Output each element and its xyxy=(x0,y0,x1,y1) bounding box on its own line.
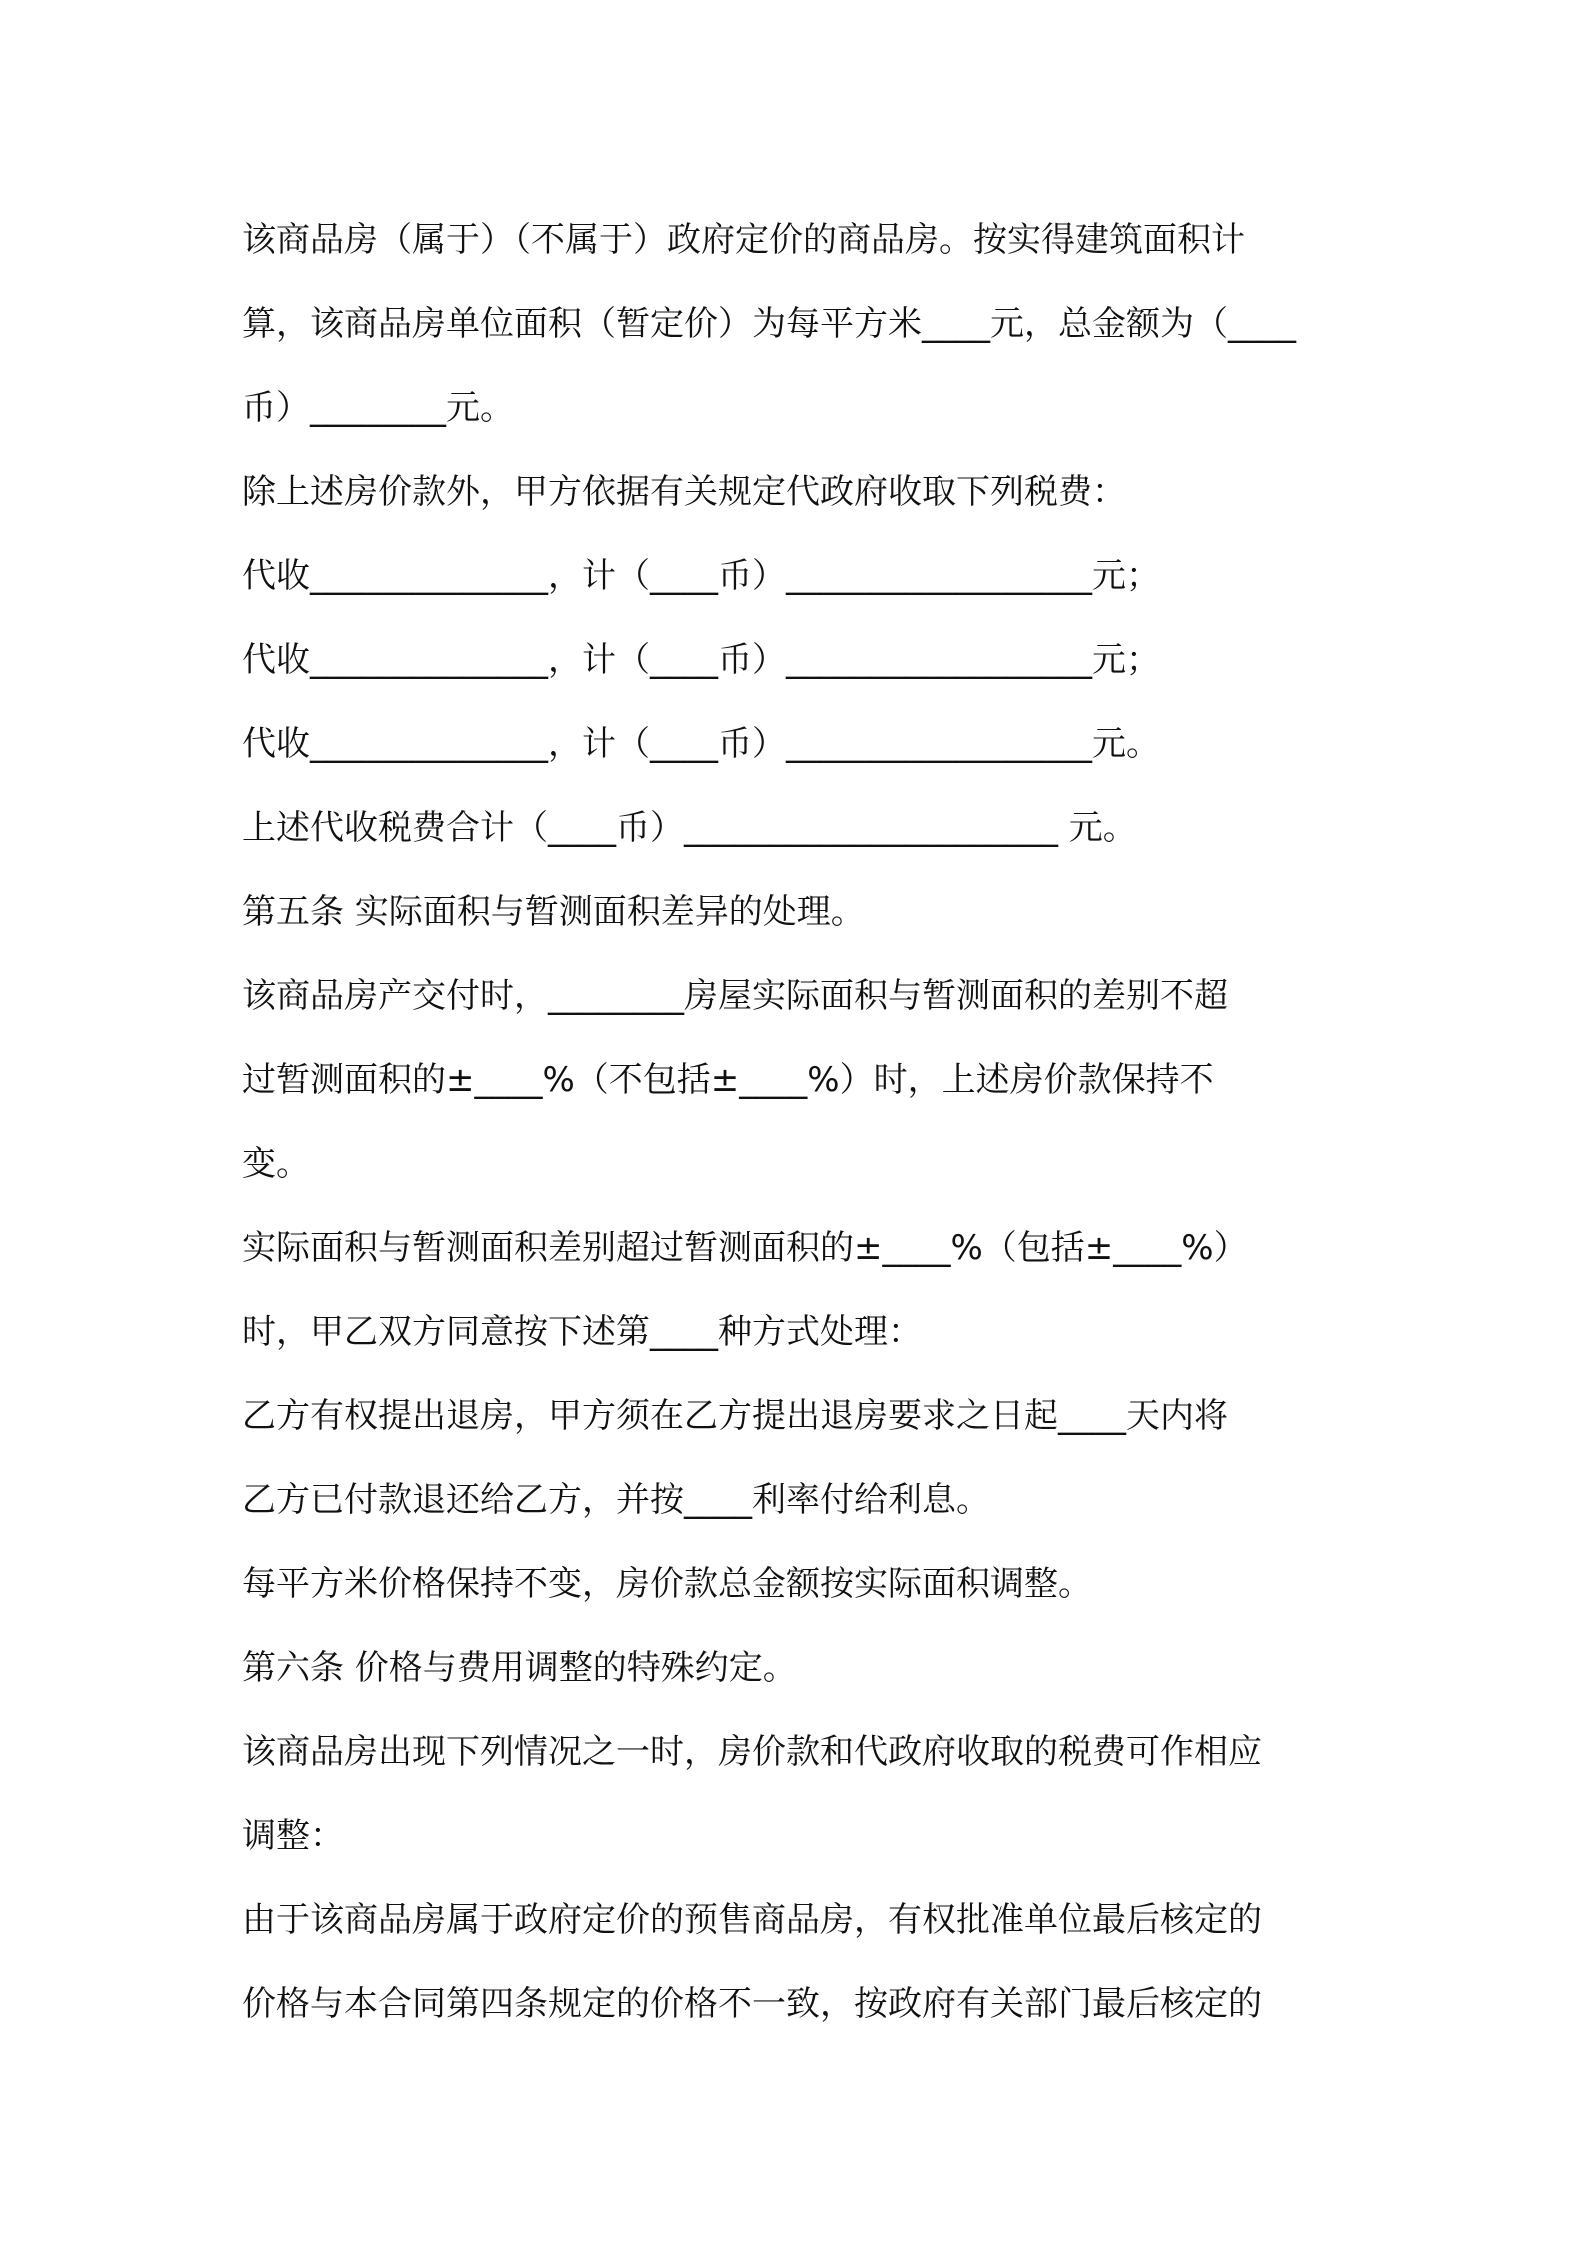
text-line: 算，该商品房单位面积（暂定价）为每平方米____元，总金额为（____ xyxy=(242,304,1296,344)
text-line: 代收______________，计（____币）__________________元。 xyxy=(242,724,1160,764)
text-line: 代收______________，计（____币）__________________元； xyxy=(242,556,1160,596)
text-line: 该商品房产交付时，________房屋实际面积与暂测面积的差别不超 xyxy=(242,976,1228,1016)
text-line: 调整： xyxy=(242,1816,344,1856)
text-line: 上述代收税费合计（____币）______________________ 元。 xyxy=(242,808,1137,848)
text-line: 除上述房价款外，甲方依据有关规定代政府收取下列税费： xyxy=(242,472,1126,512)
text-line: 每平方米价格保持不变，房价款总金额按实际面积调整。 xyxy=(242,1564,1092,1604)
text-line: 价格与本合同第四条规定的价格不一致，按政府有关部门最后核定的 xyxy=(242,1984,1262,2024)
text-line: 实际面积与暂测面积差别超过暂测面积的±____%（包括±____%） xyxy=(242,1228,1248,1268)
text-line: 币）________元。 xyxy=(242,388,514,428)
text-line: 变。 xyxy=(242,1144,310,1184)
text-line: 由于该商品房属于政府定价的预售商品房，有权批准单位最后核定的 xyxy=(242,1900,1262,1940)
section-heading: 第六条 价格与费用调整的特殊约定。 xyxy=(242,1648,797,1688)
text-line: 代收______________，计（____币）__________________元； xyxy=(242,640,1160,680)
text-line: 乙方有权提出退房，甲方须在乙方提出退房要求之日起____天内将 xyxy=(242,1396,1228,1436)
section-heading: 第五条 实际面积与暂测面积差异的处理。 xyxy=(242,892,865,932)
text-line: 乙方已付款退还给乙方，并按____利率付给利息。 xyxy=(242,1480,990,1520)
text-line: 时，甲乙双方同意按下述第____种方式处理： xyxy=(242,1312,922,1352)
document-body xyxy=(242,198,1362,2046)
text-line: 过暂测面积的±____%（不包括±____%）时，上述房价款保持不 xyxy=(242,1060,1214,1100)
text-line: 该商品房（属于）（不属于）政府定价的商品房。按实得建筑面积计 xyxy=(242,220,1245,260)
text-line: 该商品房出现下列情况之一时，房价款和代政府收取的税费可作相应 xyxy=(242,1732,1262,1772)
